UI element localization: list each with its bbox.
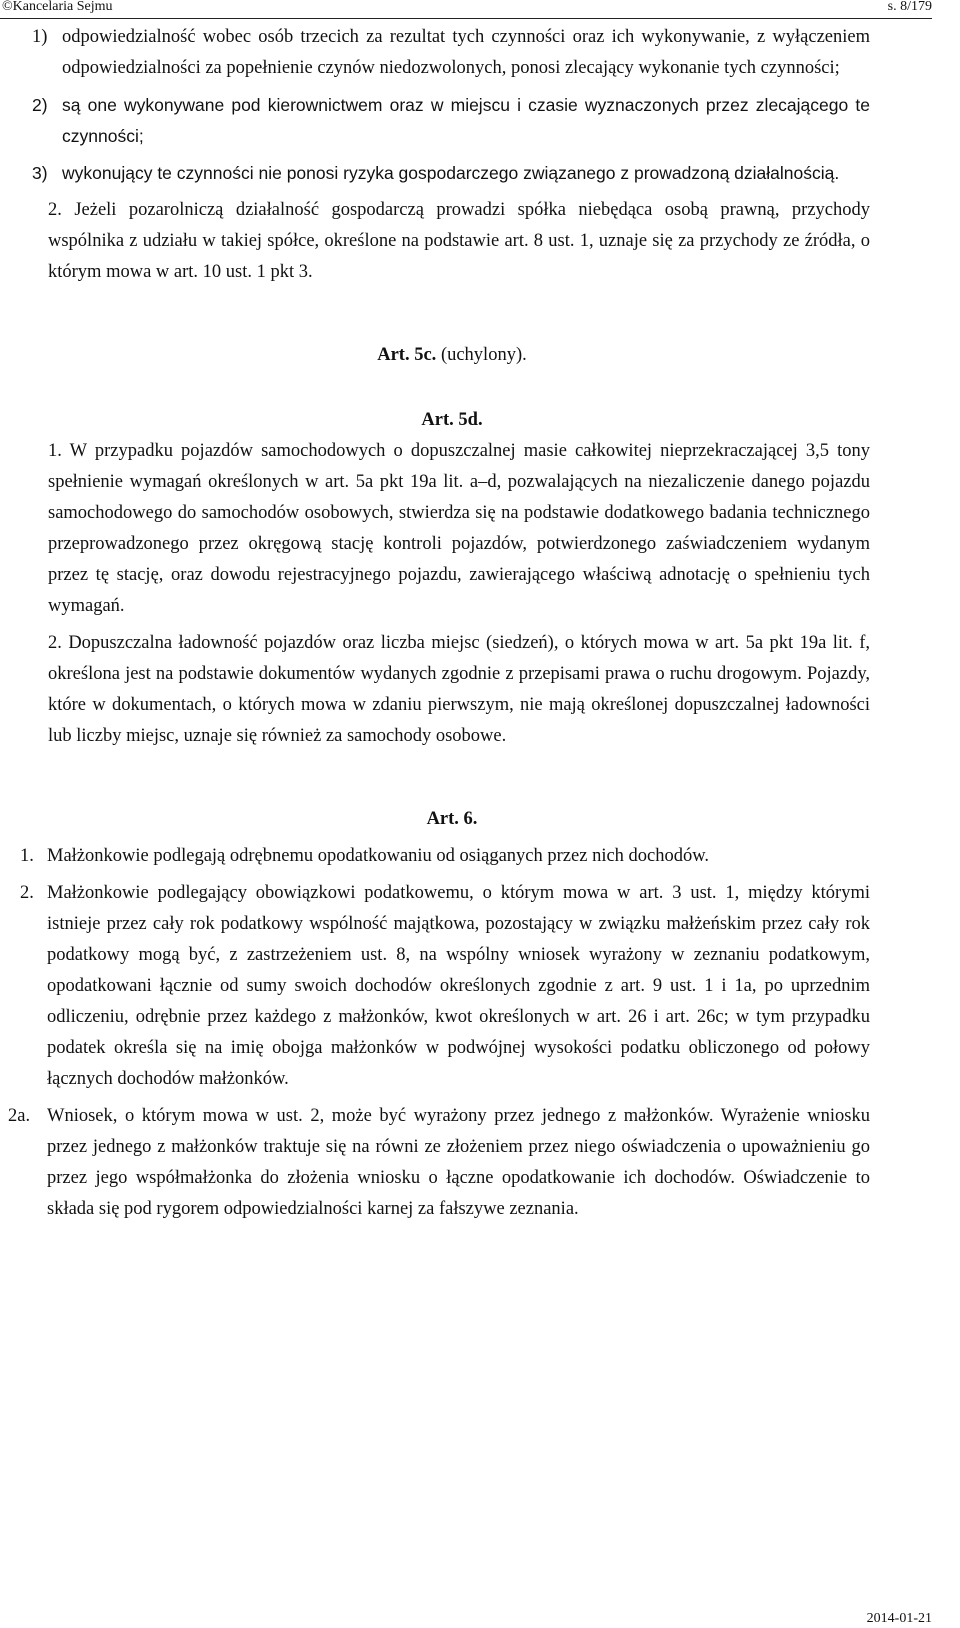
article-label: Art. 6. [426, 809, 478, 829]
paragraph: 1. W przypadku pojazdów samochodowych o dopuszczalnej masie całkowitej nieprzekraczającej 3,5 tony spełnienie wymagań określonych w art. 5a pkt 19a lit. a–d, pozwalających na niezaliczenie danego pojazdu samochodowego do samochodów osobowych, stwierdza się na podstawie dodatkowego badania technicznego przeprowadzonego przez okręgową stację kontroli pojazdów, potwierdzonego zaświadczeniem wydanym przez tę stację, oraz dowodu rejestracyjnego pojazdu, zawierającego właściwą adnotację o spełnieniu tych wymagań. [48, 441, 870, 616]
list-item-text: Małżonkowie podlegający obowiązkowi podatkowemu, o którym mowa w art. 3 ust. 1, między którymi istnieje przez cały rok podatkowy wspólność majątkowa, pozostający w związku małżeńskim przez cały rok podatkowy mogą być, z zastrzeżeniem ust. 8, na wspólny wniosek wyrażony w zeznaniu podatkowym, opodatkowani łącznie od sumy swoich dochodów określonych zgodnie z art. 9 ust. 1 i 1a, po uprzednim odliczeniu, odrębnie przez każdego z małżonków, kwot określonych w art. 26 i art. 26c; w tym przypadku podatek określa się na imię obojga małżonków w podwójnej wysokości podatku obliczonego od połowy łącznych dochodów małżonków. [47, 883, 870, 1089]
list-item-text: Małżonkowie podlegają odrębnemu opodatkowaniu od osiąganych przez nich dochodów. [47, 846, 710, 866]
list-item-number: 2. [20, 883, 34, 903]
page-footer-date: 2014-01-21 [866, 1611, 932, 1626]
list-item-number: 2a. [8, 1106, 31, 1126]
list-item-number: 3) [32, 163, 48, 183]
article-label: Art. 5d. [421, 410, 483, 430]
page-header [0, 0, 932, 19]
list-item-number: 2) [32, 95, 48, 115]
list-item [20, 878, 870, 1095]
article-heading [62, 405, 842, 436]
article-status: (uchylony). [436, 345, 527, 365]
article-heading [62, 804, 842, 835]
list-item [32, 90, 870, 152]
list-item [32, 22, 870, 84]
list-item-text: są one wykonywane pod kierownictwem oraz w miejscu i czasie wyznaczonych przez zlecającego te czynności; [62, 95, 870, 146]
list-item [32, 158, 870, 189]
list-item [20, 841, 870, 872]
document-body [0, 22, 960, 1225]
list-item-number: 1. [20, 846, 34, 866]
page-number: s. 8/179 [887, 0, 932, 14]
list-item [8, 1101, 870, 1225]
paragraph: 2. Jeżeli pozarolniczą działalność gospodarczą prowadzi spółka niebędąca osobą prawną, przychody wspólnika z udziału w takiej spółce, określone na podstawie art. 8 ust. 1, uznaje się za przychody ze źródła, o którym mowa w art. 10 ust. 1 pkt 3. [48, 200, 870, 282]
article-label: Art. 5c. [377, 345, 437, 365]
list-item-text: odpowiedzialność wobec osób trzecich za rezultat tych czynności oraz ich wykonywanie, z wyłączeniem odpowiedzialności za popełnienie czynów niedozwolonych, ponosi zlecający wykonanie tych czynności; [62, 27, 870, 78]
article-heading [62, 340, 842, 371]
list-item-number: 1) [32, 27, 48, 47]
list-item-text: Wniosek, o którym mowa w ust. 2, może być wyrażony przez jednego z małżonków. Wyrażenie wniosku przez jednego z małżonków traktuje się na równi ze złożeniem przez niego oświadczenia o upoważnieniu go przez jego współmałżonka do złożenia wniosku o łączne opodatkowanie ich dochodów. Oświadczenie to składa się pod rygorem odpowiedzialności karnej za fałszywe zeznania. [47, 1106, 870, 1219]
paragraph: 2. Dopuszczalna ładowność pojazdów oraz liczba miejsc (siedzeń), o których mowa w art. 5a pkt 19a lit. f, określona jest na podstawie dokumentów wydanych zgodnie z przepisami prawa o ruchu drogowym. Pojazdy, które w dokumentach, o których mowa w zdaniu pierwszym, nie mają określonej dopuszczalnej ładowności lub liczby miejsc, uznaje się również za samochody osobowe. [48, 633, 870, 746]
list-item-text: wykonujący te czynności nie ponosi ryzyka gospodarczego związanego z prowadzoną działalnością. [62, 163, 840, 183]
copyright-label: ©Kancelaria Sejmu [2, 0, 113, 14]
